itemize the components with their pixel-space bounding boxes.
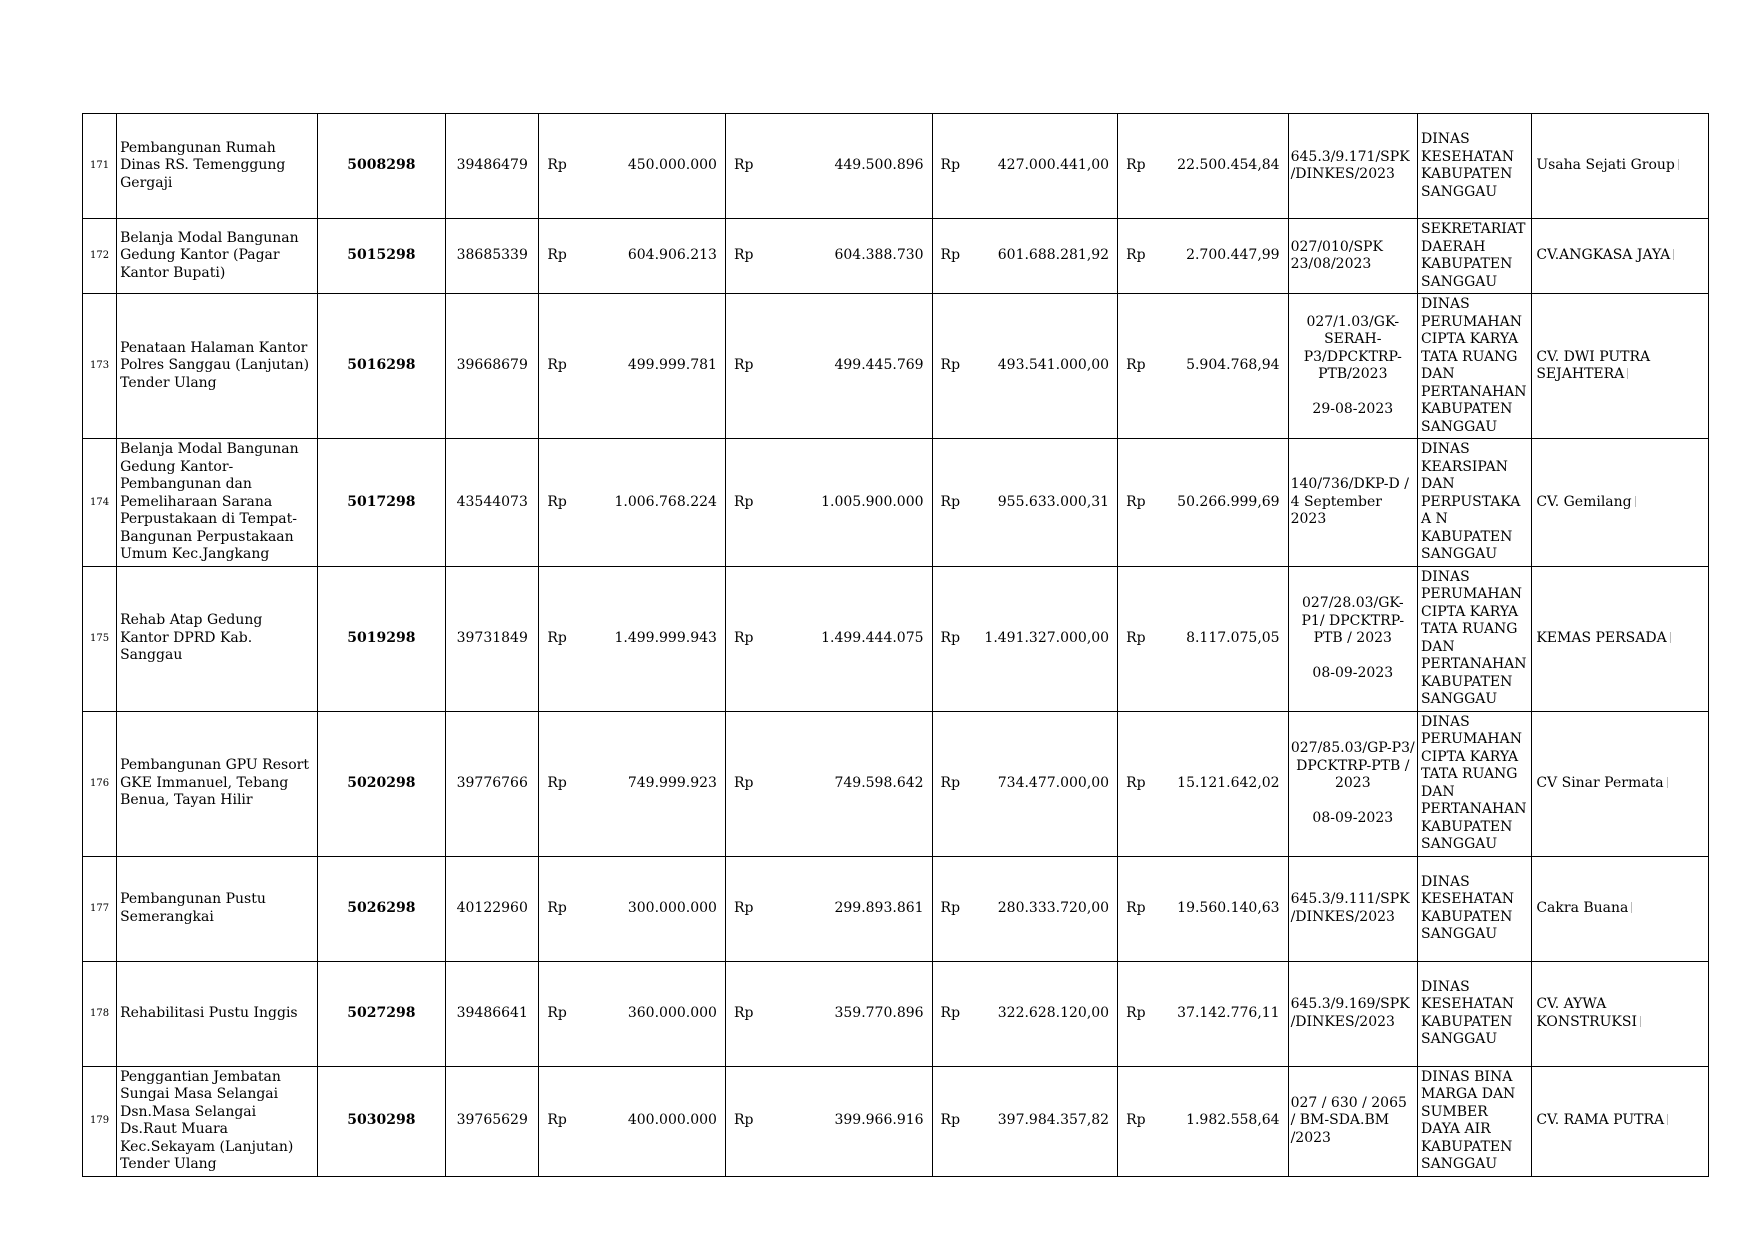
savings-currency-cell: Rp — [1118, 439, 1157, 567]
vendor-name: CV.ANGKASA JAYA — [1536, 247, 1671, 264]
agency-cell: DINAS KEARSIPAN DAN PERPUSTAKAA N KABUPATEN SANGGAU — [1417, 439, 1531, 567]
text-cursor-mark — [1627, 368, 1629, 379]
contract-currency-cell: Rp — [932, 566, 971, 711]
pagu-amount-cell: 499.999.781 — [578, 294, 725, 439]
agency-cell: DINAS KESEHATAN KABUPATEN SANGGAU — [1417, 856, 1531, 961]
savings-amount-cell: 1.982.558,64 — [1157, 1066, 1288, 1176]
pagu-currency-cell: Rp — [539, 1066, 578, 1176]
text-cursor-mark — [1635, 496, 1637, 507]
spk-number: 027/28.03/GK-P1/ DPCKTRP-PTB / 2023 — [1301, 595, 1405, 646]
rup-code-cell: 39776766 — [446, 711, 539, 856]
vendor-name: Usaha Sejati Group — [1536, 157, 1675, 174]
contract-amount-cell: 397.984.357,82 — [971, 1066, 1117, 1176]
pagu-currency-cell: Rp — [539, 114, 578, 219]
contract-amount-cell: 601.688.281,92 — [971, 219, 1117, 294]
agency-cell: DINAS BINA MARGA DAN SUMBER DAYA AIR KABUPATEN SANGGAU — [1417, 1066, 1531, 1176]
savings-currency-cell: Rp — [1118, 219, 1157, 294]
savings-amount-cell: 2.700.447,99 — [1157, 219, 1288, 294]
vendor-name: CV. AYWA KONSTRUKSI — [1536, 996, 1637, 1030]
contract-currency-cell: Rp — [932, 856, 971, 961]
row-number-cell: 178 — [83, 961, 117, 1066]
text-cursor-mark — [1673, 249, 1675, 260]
text-cursor-mark — [1678, 159, 1680, 170]
pagu-amount-cell: 450.000.000 — [578, 114, 725, 219]
rup-code-cell: 38685339 — [446, 219, 539, 294]
hps-amount-cell: 399.966.916 — [765, 1066, 933, 1176]
row-number-cell: 174 — [83, 439, 117, 567]
rup-code-cell: 40122960 — [446, 856, 539, 961]
vendor-name: Cakra Buana — [1536, 899, 1629, 916]
tender-code-cell: 5016298 — [317, 294, 445, 439]
contract-amount-cell: 280.333.720,00 — [971, 856, 1117, 961]
tender-code-cell: 5030298 — [317, 1066, 445, 1176]
agency-cell: DINAS KESEHATAN KABUPATEN SANGGAU — [1417, 961, 1531, 1066]
hps-amount-cell: 449.500.896 — [765, 114, 933, 219]
hps-currency-cell: Rp — [725, 961, 764, 1066]
savings-amount-cell: 22.500.454,84 — [1157, 114, 1288, 219]
tender-code-cell: 5026298 — [317, 856, 445, 961]
pagu-amount-cell: 604.906.213 — [578, 219, 725, 294]
hps-currency-cell: Rp — [725, 219, 764, 294]
hps-amount-cell: 499.445.769 — [765, 294, 933, 439]
contract-table — [82, 113, 1709, 1177]
savings-amount-cell: 8.117.075,05 — [1157, 566, 1288, 711]
pagu-currency-cell: Rp — [539, 711, 578, 856]
pagu-currency-cell: Rp — [539, 219, 578, 294]
pagu-amount-cell: 300.000.000 — [578, 856, 725, 961]
contract-currency-cell: Rp — [932, 1066, 971, 1176]
tender-code-cell: 5019298 — [317, 566, 445, 711]
spk-number-cell — [1288, 566, 1417, 711]
table-body — [83, 114, 1709, 1177]
package-name-cell: Rehabilitasi Pustu Inggis — [117, 961, 318, 1066]
vendor-cell — [1532, 856, 1709, 961]
spk-number: 027/1.03/GK-SERAH-P3/DPCKTRP-PTB/2023 — [1303, 313, 1402, 383]
hps-currency-cell: Rp — [725, 856, 764, 961]
agency-cell: DINAS PERUMAHAN CIPTA KARYA TATA RUANG DAN PERTANAHAN KABUPATEN SANGGAU — [1417, 566, 1531, 711]
contract-amount-cell: 322.628.120,00 — [971, 961, 1117, 1066]
table-row — [83, 1066, 1709, 1176]
spk-number-cell — [1288, 294, 1417, 439]
rup-code-cell: 39486641 — [446, 961, 539, 1066]
contract-amount-cell: 1.491.327.000,00 — [971, 566, 1117, 711]
contract-currency-cell: Rp — [932, 711, 971, 856]
spk-number-cell — [1288, 439, 1417, 567]
row-number-cell: 176 — [83, 711, 117, 856]
spk-number: 645.3/9.169/SPK /DINKES/2023 — [1290, 996, 1410, 1030]
contract-currency-cell: Rp — [932, 439, 971, 567]
contract-amount-cell: 493.541.000,00 — [971, 294, 1117, 439]
row-number-cell: 171 — [83, 114, 117, 219]
vendor-cell — [1532, 1066, 1709, 1176]
package-name-cell: Belanja Modal Bangunan Gedung Kantor (Pagar Kantor Bupati) — [117, 219, 318, 294]
rup-code-cell: 39731849 — [446, 566, 539, 711]
savings-amount-cell: 37.142.776,11 — [1157, 961, 1288, 1066]
package-name-cell: Pembangunan Pustu Semerangkai — [117, 856, 318, 961]
rup-code-cell: 39765629 — [446, 1066, 539, 1176]
pagu-currency-cell: Rp — [539, 961, 578, 1066]
spk-number: 140/736/DKP-D / 4 September 2023 — [1290, 476, 1409, 527]
savings-currency-cell: Rp — [1118, 294, 1157, 439]
rup-code-cell: 39668679 — [446, 294, 539, 439]
spk-number-cell — [1288, 1066, 1417, 1176]
hps-amount-cell: 749.598.642 — [765, 711, 933, 856]
tender-code-cell: 5008298 — [317, 114, 445, 219]
vendor-cell — [1532, 114, 1709, 219]
savings-amount-cell: 50.266.999,69 — [1157, 439, 1288, 567]
vendor-cell — [1532, 294, 1709, 439]
hps-currency-cell: Rp — [725, 114, 764, 219]
spk-number: 027 / 630 / 2065 / BM-SDA.BM /2023 — [1290, 1094, 1407, 1146]
row-number-cell: 179 — [83, 1066, 117, 1176]
contract-currency-cell: Rp — [932, 961, 971, 1066]
savings-currency-cell: Rp — [1118, 856, 1157, 961]
row-number-cell: 175 — [83, 566, 117, 711]
text-cursor-mark — [1667, 777, 1669, 788]
table-row — [83, 566, 1709, 711]
pagu-currency-cell: Rp — [539, 439, 578, 567]
spk-date: 29-08-2023 — [1312, 400, 1394, 417]
contract-currency-cell: Rp — [932, 294, 971, 439]
spk-date: 08-09-2023 — [1312, 664, 1394, 681]
pagu-amount-cell: 1.006.768.224 — [578, 439, 725, 567]
text-cursor-mark — [1667, 1114, 1669, 1125]
vendor-cell — [1532, 219, 1709, 294]
vendor-cell — [1532, 961, 1709, 1066]
vendor-cell — [1532, 439, 1709, 567]
rup-code-cell: 43544073 — [446, 439, 539, 567]
savings-currency-cell: Rp — [1118, 961, 1157, 1066]
savings-currency-cell: Rp — [1118, 114, 1157, 219]
pagu-amount-cell: 360.000.000 — [578, 961, 725, 1066]
spk-date: 08-09-2023 — [1312, 809, 1394, 826]
table-row — [83, 439, 1709, 567]
contract-currency-cell: Rp — [932, 114, 971, 219]
savings-amount-cell: 15.121.642,02 — [1157, 711, 1288, 856]
row-number-cell: 177 — [83, 856, 117, 961]
pagu-amount-cell: 1.499.999.943 — [578, 566, 725, 711]
spk-number: 027/85.03/GP-P3/ DPCKTRP-PTB / 2023 — [1290, 740, 1415, 791]
text-cursor-mark — [1670, 632, 1672, 643]
vendor-name: CV. RAMA PUTRA — [1536, 1112, 1665, 1129]
tender-code-cell: 5017298 — [317, 439, 445, 567]
spk-number: 645.3/9.171/SPK /DINKES/2023 — [1290, 148, 1410, 182]
table-row — [83, 711, 1709, 856]
vendor-name: CV Sinar Permata — [1536, 774, 1664, 791]
vendor-cell — [1532, 711, 1709, 856]
savings-amount-cell: 5.904.768,94 — [1157, 294, 1288, 439]
hps-currency-cell: Rp — [725, 294, 764, 439]
contract-amount-cell: 955.633.000,31 — [971, 439, 1117, 567]
tender-code-cell: 5015298 — [317, 219, 445, 294]
hps-amount-cell: 604.388.730 — [765, 219, 933, 294]
pagu-currency-cell: Rp — [539, 566, 578, 711]
package-name-cell: Pembangunan Rumah Dinas RS. Temenggung Gergaji — [117, 114, 318, 219]
vendor-cell — [1532, 566, 1709, 711]
package-name-cell: Pembangunan GPU Resort GKE Immanuel, Tebang Benua, Tayan Hilir — [117, 711, 318, 856]
table-row — [83, 114, 1709, 219]
pagu-amount-cell: 400.000.000 — [578, 1066, 725, 1176]
savings-currency-cell: Rp — [1118, 566, 1157, 711]
row-number-cell: 172 — [83, 219, 117, 294]
hps-amount-cell: 359.770.896 — [765, 961, 933, 1066]
table-row — [83, 961, 1709, 1066]
agency-cell: SEKRETARIAT DAERAH KABUPATEN SANGGAU — [1417, 219, 1531, 294]
pagu-currency-cell: Rp — [539, 294, 578, 439]
pagu-amount-cell: 749.999.923 — [578, 711, 725, 856]
spk-number: 027/010/SPK 23/08/2023 — [1290, 238, 1383, 272]
savings-currency-cell: Rp — [1118, 1066, 1157, 1176]
spk-number-cell — [1288, 711, 1417, 856]
package-name-cell: Rehab Atap Gedung Kantor DPRD Kab. Sanggau — [117, 566, 318, 711]
vendor-name: CV. DWI PUTRA SEJAHTERA — [1536, 348, 1651, 382]
pagu-currency-cell: Rp — [539, 856, 578, 961]
tender-code-cell: 5020298 — [317, 711, 445, 856]
savings-amount-cell: 19.560.140,63 — [1157, 856, 1288, 961]
tender-code-cell: 5027298 — [317, 961, 445, 1066]
spk-number-cell — [1288, 856, 1417, 961]
package-name-cell: Penggantian Jembatan Sungai Masa Selangai Dsn.Masa Selangai Ds.Raut Muara Kec.Sekayam (Lanjutan) Tender Ulang — [117, 1066, 318, 1176]
agency-cell: DINAS KESEHATAN KABUPATEN SANGGAU — [1417, 114, 1531, 219]
table-row — [83, 294, 1709, 439]
table-row — [83, 219, 1709, 294]
table-row — [83, 856, 1709, 961]
spk-number-cell — [1288, 219, 1417, 294]
vendor-name: KEMAS PERSADA — [1536, 629, 1667, 646]
vendor-name: CV. Gemilang — [1536, 493, 1632, 510]
spk-number-cell — [1288, 961, 1417, 1066]
text-cursor-mark — [1631, 902, 1633, 913]
row-number-cell: 173 — [83, 294, 117, 439]
hps-amount-cell: 1.005.900.000 — [765, 439, 933, 567]
text-cursor-mark — [1640, 1016, 1642, 1027]
hps-currency-cell: Rp — [725, 439, 764, 567]
savings-currency-cell: Rp — [1118, 711, 1157, 856]
contract-currency-cell: Rp — [932, 219, 971, 294]
agency-cell: DINAS PERUMAHAN CIPTA KARYA TATA RUANG DAN PERTANAHAN KABUPATEN SANGGAU — [1417, 711, 1531, 856]
rup-code-cell: 39486479 — [446, 114, 539, 219]
package-name-cell: Penataan Halaman Kantor Polres Sanggau (Lanjutan) Tender Ulang — [117, 294, 318, 439]
spk-number-cell — [1288, 114, 1417, 219]
package-name-cell: Belanja Modal Bangunan Gedung Kantor-Pembangunan dan Pemeliharaan Sarana Perpustakaan di Tempat-Bangunan Perpustakaan Umum Kec.Jangkang — [117, 439, 318, 567]
hps-currency-cell: Rp — [725, 1066, 764, 1176]
contract-amount-cell: 734.477.000,00 — [971, 711, 1117, 856]
spk-number: 645.3/9.111/SPK /DINKES/2023 — [1290, 891, 1410, 925]
agency-cell: DINAS PERUMAHAN CIPTA KARYA TATA RUANG DAN PERTANAHAN KABUPATEN SANGGAU — [1417, 294, 1531, 439]
contract-amount-cell: 427.000.441,00 — [971, 114, 1117, 219]
hps-amount-cell: 299.893.861 — [765, 856, 933, 961]
hps-amount-cell: 1.499.444.075 — [765, 566, 933, 711]
hps-currency-cell: Rp — [725, 711, 764, 856]
hps-currency-cell: Rp — [725, 566, 764, 711]
